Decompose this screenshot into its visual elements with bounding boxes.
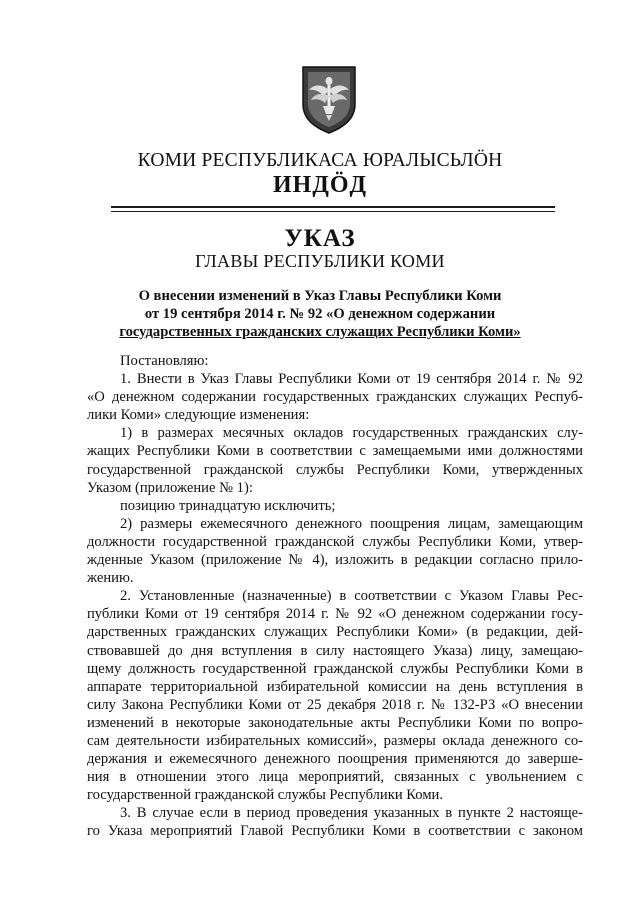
body-line: 1) в размерах месячных окладов государственных гражданских слу- [120,425,583,442]
body-line: го Указа мероприятий Главой Республики Коми в соответствии с законом [87,823,583,840]
body-line: жению. [87,570,134,587]
issuer-title: ГЛАВЫ РЕСПУБЛИКИ КОМИ [195,251,445,271]
subject-line: от 19 сентября 2014 г. № 92 «О денежном содержании [144,306,496,322]
subject-line: О внесении изменений в Указ Главы Республики Коми [138,288,502,304]
body-line: ния в отношении этого лица мероприятий, связанных с увольнением с [87,769,583,786]
body-line: государственной гражданской службы Республики Коми, утвержденных [87,461,583,478]
body-line: силу Закона Республики Коми от 25 декабря 2018 г. № 132-РЗ «О внесении [87,696,583,713]
body-line: сам деятельности избирательных комиссий», размеры оклада денежного со- [87,732,583,749]
header-divider-thin [111,211,555,212]
body-line: дарственных гражданских служащих Республики Коми» (в редакции, дей- [87,624,583,641]
body-line: держания и ежемесячного денежного поощрения применяются до заверше- [87,751,583,768]
subject-line: государственных гражданских служащих Республики Коми» [119,324,521,340]
body-line: щему должность государственной гражданской службы Республики Коми в [87,660,583,677]
body-line: жденные Указом (приложение № 4), изложить в редакции согласно прило- [87,552,583,569]
body-line: жащих Республики Коми в соответствии с замещаемыми ими должностями [87,443,583,460]
header-divider-thick [111,206,555,208]
body-line: изменений в некоторые законодательные акты Республики Коми по вопро- [87,714,583,731]
body-line: публики Коми от 19 сентября 2014 г. № 92 «О денежном содержании госу- [87,606,583,623]
body-line: позицию тринадцатую исключить; [120,497,336,514]
decree-body [87,352,583,841]
body-line: «О денежном содержании государственных гражданских служащих Респуб- [87,389,583,406]
body-line: государственной гражданской службы Республики Коми. [87,787,444,804]
body-line: Указом (приложение № 1): [87,479,253,496]
body-line: аппарате территориальной избирательной комиссии на день вступления в [87,678,583,695]
body-line: должности государственной гражданской службы Республики Коми, утвер- [87,533,583,550]
body-line: лики Коми» следующие изменения: [87,407,310,424]
body-line: 2) размеры ежемесячного денежного поощрения лицам, замещающим [120,515,583,532]
organization-name-komi: КОМИ РЕСПУБЛИКАСА ЮРАЛЫСЬЛÖН [137,150,503,171]
document-type-komi: ИНДÖД [272,172,368,198]
document-type-russian: УКАЗ [284,225,356,252]
body-line: 1. Внести в Указ Главы Республики Коми от 19 сентября 2014 г. № 92 [120,371,583,388]
body-line: 2. Установленные (назначенные) в соответствии с Указом Главы Рес- [120,588,583,605]
body-line: ствовавшей до дня вступления в силу настоящего Указа) лицу, замещаю- [87,642,583,659]
body-line: 3. В случае если в период проведения указанных в пункте 2 настояще- [120,805,583,822]
coat-of-arms-emblem [300,62,358,134]
body-line: Постановляю: [120,353,209,369]
